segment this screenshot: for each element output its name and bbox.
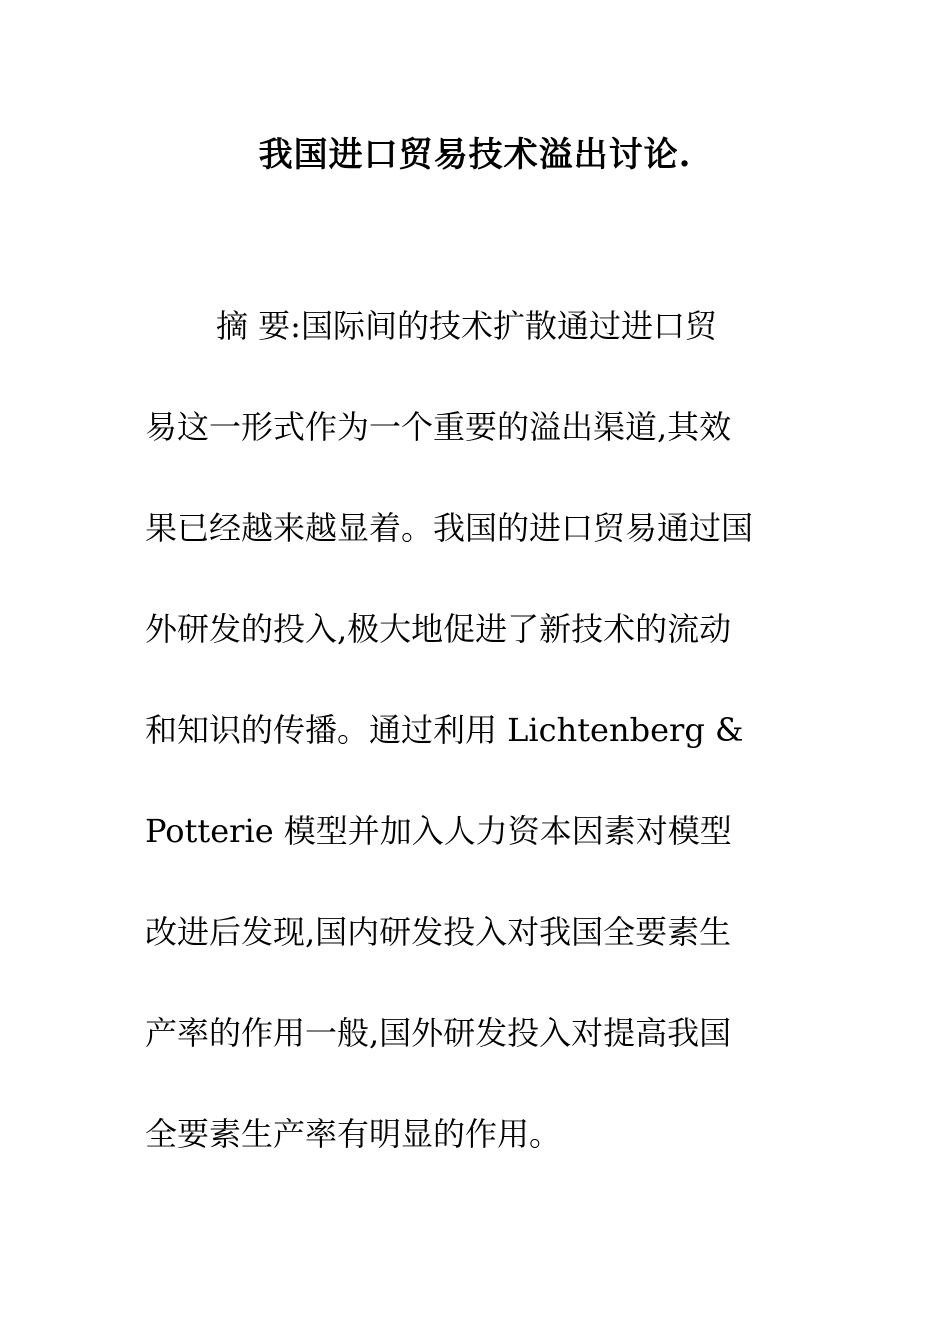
- abstract-line: Potterie 模型并加入人力资本因素对模型: [145, 812, 732, 850]
- abstract-line: 产率的作用一般,国外研发投入对提高我国: [145, 1014, 732, 1052]
- abstract-line: 和知识的传播。通过利用 Lichtenberg &: [145, 711, 744, 749]
- abstract-line: 易这一形式作为一个重要的溢出渠道,其效: [145, 408, 732, 446]
- document-title: 我国进口贸易技术溢出讨论.: [258, 135, 692, 175]
- abstract-line: 全要素生产率有明显的作用。: [145, 1115, 562, 1153]
- abstract-paragraph: [145, 296, 800, 1205]
- abstract-line: 改进后发现,国内研发投入对我国全要素生: [145, 913, 732, 951]
- abstract-line: 外研发的投入,极大地促进了新技术的流动: [145, 610, 732, 648]
- abstract-line: 果已经越来越显着。我国的进口贸易通过国: [145, 509, 754, 547]
- abstract-line: 摘 要:国际间的技术扩散通过进口贸: [216, 307, 717, 345]
